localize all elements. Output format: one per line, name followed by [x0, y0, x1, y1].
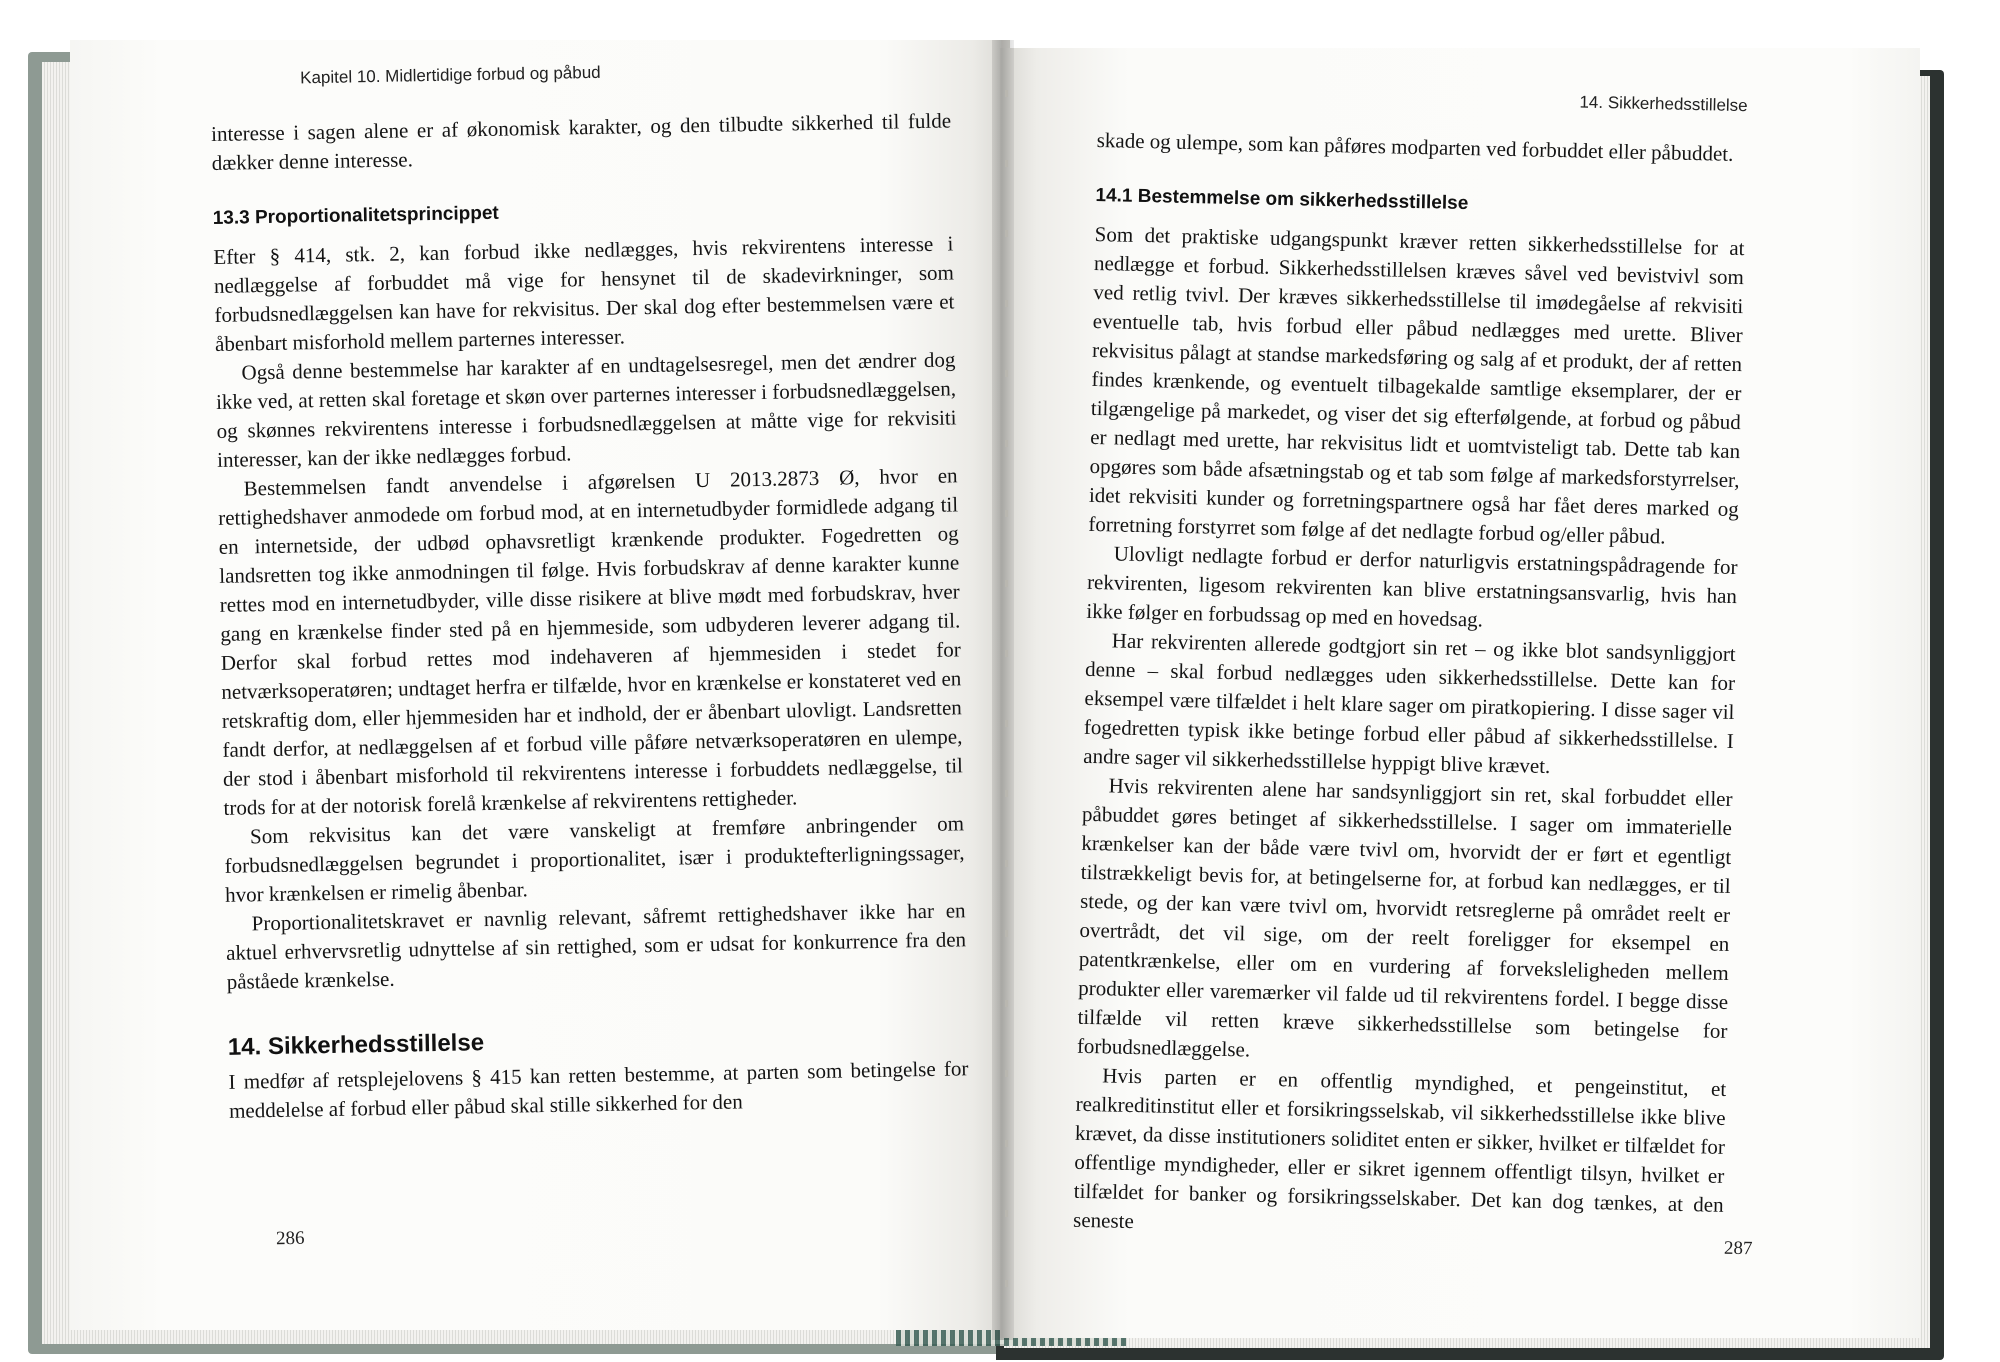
left-paragraph: interesse i sagen alene er af økonomisk karakter, og den tilbudte sikkerhed til fulde dækker denne interesse.	[210, 108, 952, 175]
left-chapter-heading: 14. Sikkerhedsstillelse	[227, 1029, 485, 1061]
left-paragraph: Bestemmelsen fandt anvendelse i afgørelsen U 2013.2873 Ø, hvor en rettighedshaver anmodede om forbud mod, at en internetudbyder formidlede adgang til en internetside, der udbød ophavsretligt krænkende produkter. Fogedretten og landsretten tog ikke anmodningen til følge. Hvis forbudskrav af denne karakter kunne rettes mod en internetudbyder, ville disse risikere at blive mødt med forbudskrav, hver gang en krænkelse finder sted på en hjemmeside, som udbyderen leverer adgang til. Derfor skal forbud rettes mod indehaveren af hjemmesiden i stedet for netværksoperatøren; undtaget herfra er tilfælde, hvor en krænkelse er konstateret ved en retskraftig dom, eller hjemmesiden har et indhold, der er åbenbart ulovligt. Landsretten fandt derfor, at nedlæggelsen af et forbud ville påføre netværksoperatøren en ulempe, der stod i åbenbart misforhold til rekvirentens interesse i forbuddets nedlæggelse, til trods for at der notorisk forelå krænkelse af rekvirentens rettigheder.	[217, 463, 964, 820]
left-running-head: Kapitel 10. Midlertidige forbud og påbud	[299, 62, 601, 88]
left-paragraph: I medfør af retsplejelovens § 415 kan retten bestemme, at parten som betingelse for meddelelse af forbud eller påbud skal stille sikkerhed for den	[228, 1056, 969, 1123]
left-paragraph: Som rekvisitus kan det være vanskeligt at fremføre anbringender om forbudsnedlæggelsen begrundet i proportionalitet, især i produktefterligningssager, hvor krænkelsen er rimelig åbenbar.	[224, 811, 965, 907]
left-section-heading: 13.3 Proportionalitetsprincippet	[212, 202, 499, 229]
left-body-text	[211, 106, 969, 1125]
left-paragraph: Proportionalitetskravet er navnlig relevant, såfremt rettighedshaver ikke har en aktuel erhvervsretlig udnyttelse af sin rettighed, som er udsat for konkurrence fra den påståede krænkelse.	[225, 898, 967, 994]
left-page-content	[210, 56, 969, 1125]
right-paragraph: Ulovligt nedlagte forbud er derfor naturligvis erstatningspådragende for rekvirenten, ligesom rekvirenten kan blive erstatningsansvarlig, hvis han ikke følger en forbudssag op med en hovedsag.	[1086, 541, 1738, 632]
right-page-content	[1073, 82, 1748, 1249]
right-paragraph: Hvis parten er en offentlig myndighed, et pengeinstitut, et realkreditinstitut eller et forsikringsselskab, vil sikkerhedsstillelse ikke blive krævet, da disse institutioners soliditet enten er sikker, hvilket er tilfældet for offentlige myndigheder, eller er sikret igennem offentligt tilsyn, hvilket er tilfældet for banker og forsikringsselskaber. Det kan dog tænkes, at den seneste	[1072, 1063, 1727, 1234]
right-section-heading: 14.1 Bestemmelse om sikkerhedsstillelse	[1095, 184, 1469, 215]
left-page-number: 286	[275, 1227, 305, 1250]
left-paragraph: Også denne bestemmelse har karakter af en undtagelsesregel, men det ændrer dog ikke ved, at retten skal foretage et skøn over parternes interesser i forbudsnedlæggelsen, og skønnes rekvirentens interesse i forbudsnedlæggelsen at måtte vige for rekvisiti interesser, kan der ikke nedlægges forbud.	[215, 347, 957, 472]
binding-thread	[1005, 90, 1008, 1330]
right-page-number: 287	[1723, 1237, 1753, 1260]
book-gutter	[992, 40, 1014, 1340]
right-running-head: 14. Sikkerhedsstillelse	[1579, 92, 1748, 116]
right-paragraph: Hvis rekvirenten alene har sandsynliggjort sin ret, skal forbuddet eller påbuddet gøres betinget af sikkerhedsstillelse. I sager om immaterielle krænkelser kan der både være tvivl om, hvorvidt der er ført et egentligt tilstrækkeligt bevis for, at betingelserne for, at forbud kan nedlægges, er til stede, og der kan være tvivl om, hvorvidt retsreglerne på området reelt er overtrådt, det vil sige, om der reelt foreligger for eksempel en patentkrænkelse, eller om en vurdering af forveksleligheden mellem produkter eller varemærker vil falde ud til rekvirentens fordel. I begge disse tilfælde vil retten kræve sikkerhedsstillelse som betingelse for forbudsnedlæggelse.	[1076, 773, 1733, 1062]
right-paragraph: skade og ulempe, som kan påføres modparten ved forbuddet eller påbuddet.	[1096, 127, 1734, 166]
right-paragraph: Har rekvirenten allerede godtgjort sin ret – og ikke blot sandsynliggjort denne – skal forbud nedlægges uden sikkerhedsstillelse. Dette kan for eksempel være tilfældet i helt klare sager om piratkopiering. I disse sager vil fogedretten typisk ikke betinge forbud eller påbud af sikkerhedsstillelse. I andre sager vil sikkerhedsstillelse hyppigt blive krævet.	[1083, 628, 1736, 779]
left-paragraph: Efter § 414, stk. 2, kan forbud ikke nedlægges, hvis rekvirentens interesse i nedlæggelse af forbuddet må vige for hensynet til de skadevirkninger, som forbudsnedlæggelsen kan have for rekvisitus. Der skal dog efter bestemmelsen være et åbenbart misforhold mellem parternes interesser.	[213, 231, 955, 356]
right-paragraph: Som det praktiske udgangspunkt kræver retten sikkerhedsstillelse for at nedlægge et forbud. Sikkerhedsstillelsen kræves såvel ved bevistvivl som ved retlig tvivl. Der kræves sikkerhedsstillelse til imødegåelse af rekvisiti eventuelle tab, hvis forbud eller påbud nedlægges med urette. Bliver rekvisitus pålagt at standse markedsføring og salg af et produkt, der af retten findes krænkende, og eventuelt tilbagekalde samtlige eksemplarer, der er tilgængelige på markedet, og viser det sig efterfølgende, at forbud og påbud er nedlagt med urette, har rekvisitus lidt et uomtvisteligt tab. Dette tab kan opgøres som både afsætningstab og et tab som følge af markedsforstyrrelser, idet rekvisiti kunder og forretningspartnere også har fået deres marked og forretning forstyrret som følge af det nedlagte forbud og/eller påbud.	[1088, 221, 1745, 549]
right-body-text	[1073, 126, 1747, 1249]
